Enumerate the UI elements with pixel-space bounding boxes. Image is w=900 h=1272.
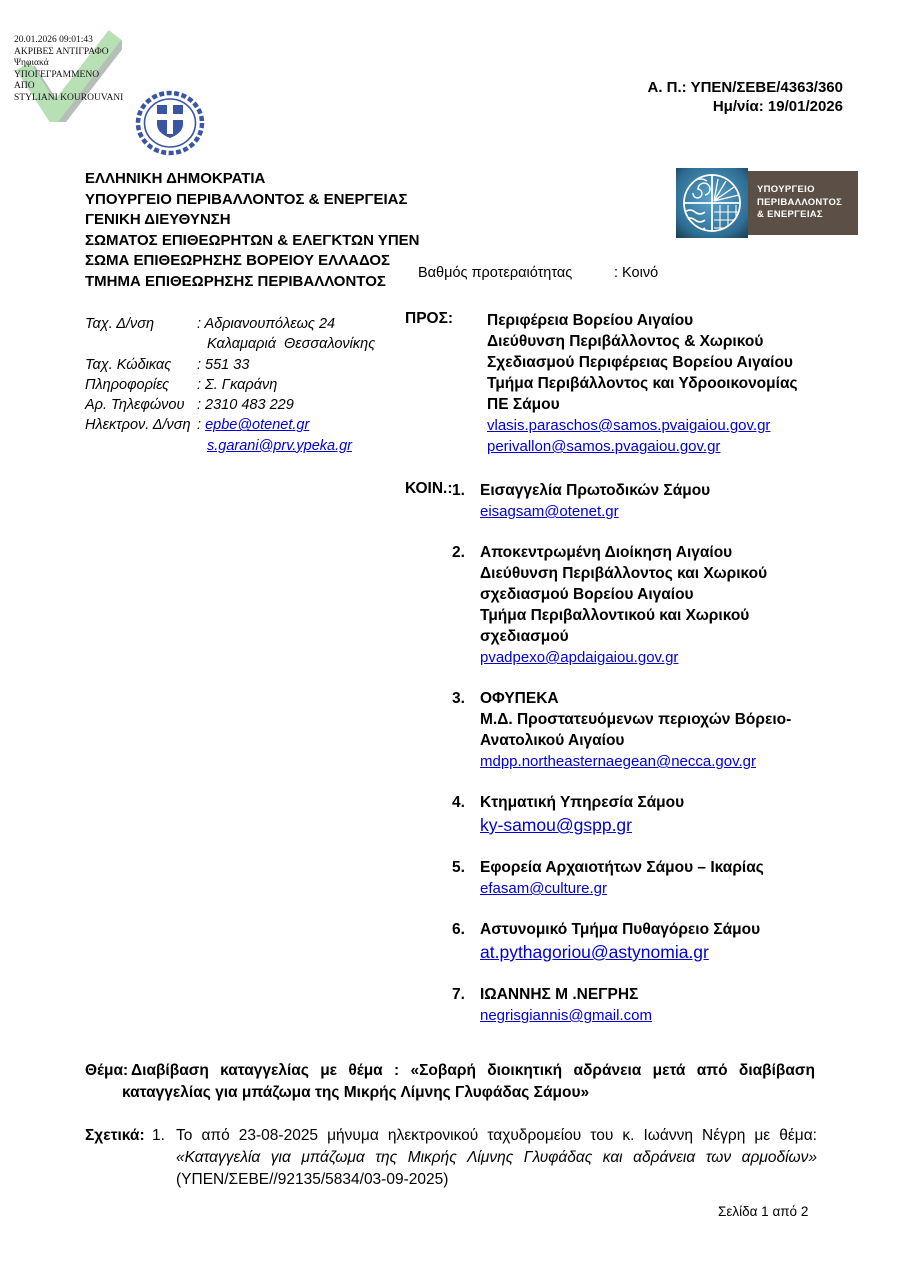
references-line: (ΥΠΕΝ/ΣΕΒΕ//92135/5834/03-09-2025) [176,1171,449,1188]
contact-row [85,415,375,435]
email-link[interactable]: vlasis.paraschos@samos.pvaigaiou.gov.gr [487,417,771,434]
contact-label [85,436,197,456]
priority-row [418,265,658,281]
koin-item [452,792,845,837]
contact-label [85,334,197,354]
references-label: Σχετικά: [85,1127,145,1144]
koin-item [452,688,845,772]
koin-item [452,919,845,964]
koin-item-lines: Κτηματική Υπηρεσία Σάμου [480,794,685,811]
priority-label: Βαθμός προτεραιότητας [418,265,573,281]
koin-item-lines: Αποκεντρωμένη Διοίκηση Αιγαίου Διεύθυνση Περιβάλλοντος και Χωρικού σχεδιασμού Βορείου Αιγαίου Τμήμα Περιβαλλοντικού και Χωρικού σχεδιασμού [480,544,768,645]
email-link[interactable]: pvadpexo@apdaigaiou.gov.gr [480,649,679,666]
ministry-logo [676,168,858,238]
koin-item-number: 7. [452,986,465,1003]
contact-label: Ταχ. Κώδικας [85,356,172,373]
protocol-number: Α. Π.: ΥΠΕΝ/ΣΕΒΕ/4363/360 [647,79,843,96]
pros-recipient-lines: Περιφέρεια Βορείου Αιγαίου Διεύθυνση Περιβάλλοντος & Χωρικού Σχεδιασμού Περιφέρειας Βορείου Αιγαίου Τμήμα Περιβάλλοντος και Υδροοικονομίας ΠΕ Σάμου [487,312,798,413]
contact-value: : Αδριανουπόλεως 24 [197,316,336,332]
koin-item-number: 6. [452,921,465,938]
contact-row [85,395,375,415]
references-line: Το από 23-08-2025 μήνυμα ηλεκτρονικού ταχυδρομείου του κ. Ιωάννη Νέγρη με θέμα: [176,1127,817,1144]
contact-value: : 551 33 [197,356,250,373]
protocol-block [648,78,843,116]
email-link[interactable]: negrisgiannis@gmail.com [480,1007,652,1024]
koin-item-lines: Εισαγγελία Πρωτοδικών Σάμου [480,482,711,499]
subject-label: Θέμα: [85,1062,129,1079]
koin-item [452,480,845,522]
contact-label: Ταχ. Δ/νση [85,316,155,332]
references-section [85,1125,817,1191]
email-link[interactable]: efasam@culture.gr [480,880,607,897]
contact-label: Ηλεκτρον. Δ/νση [85,417,191,434]
ministry-logo-emblem-icon [676,168,748,238]
contact-value [197,436,352,456]
priority-value: : Κοινό [614,265,659,281]
koin-item-lines: Αστυνομικό Τμήμα Πυθαγόρειο Σάμου [480,921,761,938]
koin-item-number: 1. [452,482,465,499]
contact-row [85,436,375,456]
subject-section [85,1060,815,1103]
contact-value: : 2310 483 229 [197,397,294,414]
koin-label: ΚΟΙΝ.: [405,480,453,497]
references-line: «Καταγγελία για μπάζωμα της Μικρής Λίμνης Γλυφάδας και αδράνεια των αρμοδίων» [176,1149,817,1166]
email-link[interactable]: epbe@otenet.gr [205,417,310,434]
contact-row [85,314,375,334]
koin-item-number: 5. [452,859,465,876]
subject-line: Διαβίβαση καταγγελίας με θέμα : «Σοβαρή διοικητική αδράνεια μετά από διαβίβαση [131,1062,815,1079]
ministry-header: ΕΛΛΗΝΙΚΗ ΔΗΜΟΚΡΑΤΙΑ ΥΠΟΥΡΓΕΙΟ ΠΕΡΙΒΑΛΛΟΝΤΟΣ & ΕΝΕΡΓΕΙΑΣ ΓΕΝΙΚΗ ΔΙΕΥΘΥΝΣΗ ΣΩΜΑΤΟΣ ΕΠΙΘΕΩΡΗΤΩΝ & ΕΛΕΓΚΤΩΝ ΥΠΕΝ ΣΩΜΑ ΕΠΙΘΕΩΡΗΣΗΣ ΒΟΡΕΙΟΥ ΕΛΛΑΔΟΣ ΤΜΗΜΑ ΕΠΙΘΕΩΡΗΣΗΣ ΠΕΡΙΒΑΛΛΟΝΤΟΣ [85,170,420,290]
koin-item-number: 3. [452,690,465,707]
pros-emails [487,415,835,457]
email-link[interactable]: at.pythagoriou@astynomia.gr [480,942,709,962]
contact-value: Καλαμαριά Θεσσαλονίκης [207,336,376,353]
contact-label: Πληροφορίες [85,376,170,393]
koin-item [452,984,845,1026]
pros-section [405,310,835,457]
contact-info [85,314,375,456]
koin-item-lines: ΟΦΥΠΕΚΑ Μ.Δ. Προστατευόμενων περιοχών Βόρειο- Ανατολικού Αιγαίου [480,690,792,749]
email-link[interactable]: s.garani@prv.ypeka.gr [207,437,353,454]
contact-value: : epbe@otenet.gr [197,417,310,434]
email-link[interactable]: ky-samou@gspp.gr [480,815,632,835]
stamp-text: 20.01.2026 09:01:43 ΑΚΡΙΒΕΣ ΑΝΤΙΓΡΑΦΟ Ψηφιακά ΥΠΟΓΕΓΡΑΜΜΕΝΟ ΑΠΟ STYLIANI KOUROUVANI [14,35,124,103]
contact-row [85,355,375,375]
page-footer: Σελίδα 1 από 2 [718,1204,809,1219]
contact-row [85,334,375,354]
references-number: 1. [152,1127,165,1144]
email-link[interactable]: perivallon@samos.pvagaiou.gov.gr [487,438,721,455]
pros-label: ΠΡΟΣ: [405,310,454,327]
koin-item-number: 2. [452,544,465,561]
koin-item-lines: ΙΩΑΝΝΗΣ Μ .ΝΕΓΡΗΣ [480,986,639,1003]
contact-label: Αρ. Τηλεφώνου [85,397,185,414]
ministry-logo-text: ΥΠΟΥΡΓΕΙΟ ΠΕΡΙΒΑΛΛΟΝΤΟΣ & ΕΝΕΡΓΕΙΑΣ [748,171,858,235]
email-link[interactable]: eisagsam@otenet.gr [480,503,619,520]
email-link[interactable]: mdpp.northeasternaegean@necca.gov.gr [480,753,756,770]
koin-item [452,857,845,899]
koin-item-lines: Εφορεία Αρχαιοτήτων Σάμου – Ικαρίας [480,859,764,876]
koin-section [405,480,845,1046]
subject-line: καταγγελίας για μπάζωμα της Μικρής Λίμνης Γλυφάδας Σάμου» [122,1083,590,1101]
contact-row [85,375,375,395]
koin-item-number: 4. [452,794,465,811]
protocol-date: Ημ/νία: 19/01/2026 [712,98,843,115]
koin-item [452,542,845,668]
contact-value: : Σ. Γκαράνη [197,376,278,393]
